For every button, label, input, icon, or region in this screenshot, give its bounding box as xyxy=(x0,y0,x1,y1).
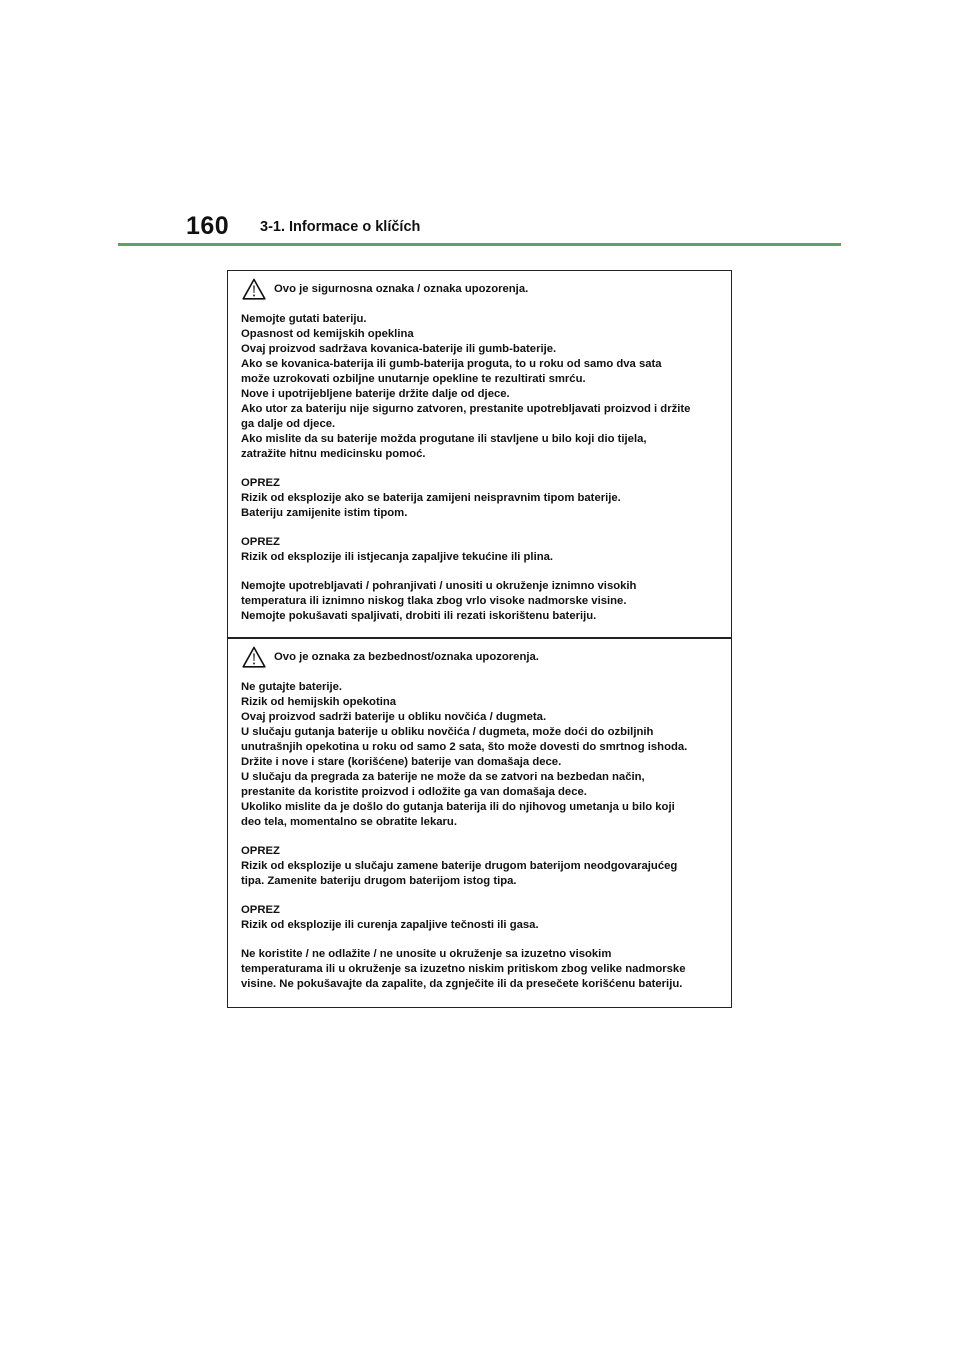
text-line: Nove i upotrijebljene baterije držite dalje od djece. xyxy=(241,388,510,400)
text-line: U slučaju gutanja baterije u obliku novčića / dugmeta, može doći do ozbiljnih xyxy=(241,726,654,738)
text-line: Nemojte pokušavati spaljivati, drobiti ili rezati iskorištenu bateriju. xyxy=(241,610,597,622)
text-line: visine. Ne pokušavajte da zapalite, da zgnječite ili da presečete korišćenu bateriju. xyxy=(241,978,683,990)
text-line: deo tela, momentalno se obratite lekaru. xyxy=(241,816,457,828)
caution-heading: OPREZ xyxy=(241,536,280,548)
text-line: Opasnost od kemijskih opeklina xyxy=(241,328,414,340)
panel-heading-text: Ovo je oznaka za bezbednost/oznaka upozorenja. xyxy=(274,651,539,663)
text-line: Rizik od eksplozije ako se baterija zamijeni neispravnim tipom baterije. xyxy=(241,492,621,504)
header-rule xyxy=(118,243,841,246)
storage-paragraph xyxy=(241,947,721,992)
text-line: Nemojte upotrebljavati / pohranjivati / unositi u okruženje iznimno visokih xyxy=(241,580,637,592)
text-line: može uzrokovati ozbiljne unutarnje opekline te rezultirati smrću. xyxy=(241,373,586,385)
panel-heading xyxy=(242,646,721,668)
warning-triangle-icon xyxy=(242,646,266,668)
text-line: Ako mislite da su baterije možda progutane ili stavljene u bilo koji dio tijela, xyxy=(241,433,647,445)
text-line: Rizik od eksplozije u slučaju zamene baterije drugom baterijom neodgovarajućeg xyxy=(241,860,678,872)
caution-heading: OPREZ xyxy=(241,845,280,857)
section-title: 3-1. Informace o klíčích xyxy=(260,219,421,235)
warning-triangle-icon xyxy=(242,278,266,300)
page-number: 160 xyxy=(186,212,230,240)
caution-paragraph xyxy=(241,535,721,565)
text-line: tipa. Zamenite bateriju drugom baterijom istog tipa. xyxy=(241,875,517,887)
text-line: Rizik od eksplozije ili istjecanja zapaljive tekućine ili plina. xyxy=(241,551,554,563)
text-line: Ovaj proizvod sadrži baterije u obliku novčića / dugmeta. xyxy=(241,711,547,723)
caution-paragraph xyxy=(241,844,721,889)
warning-paragraph xyxy=(241,312,721,462)
caution-heading: OPREZ xyxy=(241,477,280,489)
text-line: Nemojte gutati bateriju. xyxy=(241,313,367,325)
caution-paragraph xyxy=(241,903,721,933)
text-line: U slučaju da pregrada za baterije ne može da se zatvori na bezbedan način, xyxy=(241,771,645,783)
text-line: Ne koristite / ne odlažite / ne unosite u okruženje sa izuzetno visokim xyxy=(241,948,612,960)
warning-panel-croatian xyxy=(241,278,721,624)
panel-heading xyxy=(242,278,721,300)
panel-divider xyxy=(228,637,731,639)
text-line: Ne gutajte baterije. xyxy=(241,681,343,693)
text-line: temperatura ili iznimno niskog tlaka zbog vrlo visoke nadmorske visine. xyxy=(241,595,627,607)
text-line: Ovaj proizvod sadržava kovanica-baterije ili gumb-baterije. xyxy=(241,343,557,355)
text-line: Rizik od hemijskih opekotina xyxy=(241,696,397,708)
warning-paragraph xyxy=(241,680,721,830)
text-line: Ako se kovanica-baterija ili gumb-baterija proguta, to u roku od samo dva sata xyxy=(241,358,662,370)
text-line: Bateriju zamijenite istim tipom. xyxy=(241,507,408,519)
storage-paragraph xyxy=(241,579,721,624)
text-line: temperaturama ili u okruženje sa izuzetno niskim pritiskom zbog velike nadmorske xyxy=(241,963,686,975)
text-line: Rizik od eksplozije ili curenja zapaljive tečnosti ili gasa. xyxy=(241,919,539,931)
text-line: ga dalje od djece. xyxy=(241,418,336,430)
text-line: prestanite da koristite proizvod i odložite ga van domašaja dece. xyxy=(241,786,587,798)
panel-heading-text: Ovo je sigurnosna oznaka / oznaka upozorenja. xyxy=(274,283,529,295)
caution-paragraph xyxy=(241,476,721,521)
text-line: unutrašnjih opekotina u roku od samo 2 sata, što može dovesti do smrtnog ishoda. xyxy=(241,741,688,753)
text-line: Ako utor za bateriju nije sigurno zatvoren, prestanite upotrebljavati proizvod i držite xyxy=(241,403,691,415)
caution-heading: OPREZ xyxy=(241,904,280,916)
battery-warning-label xyxy=(227,270,732,1008)
text-line: Ukoliko mislite da je došlo do gutanja baterija ili do njihovog umetanja u bilo koji xyxy=(241,801,675,813)
text-line: Držite i nove i stare (korišćene) baterije van domašaja dece. xyxy=(241,756,562,768)
text-line: zatražite hitnu medicinsku pomoć. xyxy=(241,448,426,460)
warning-panel-serbian xyxy=(241,646,721,992)
